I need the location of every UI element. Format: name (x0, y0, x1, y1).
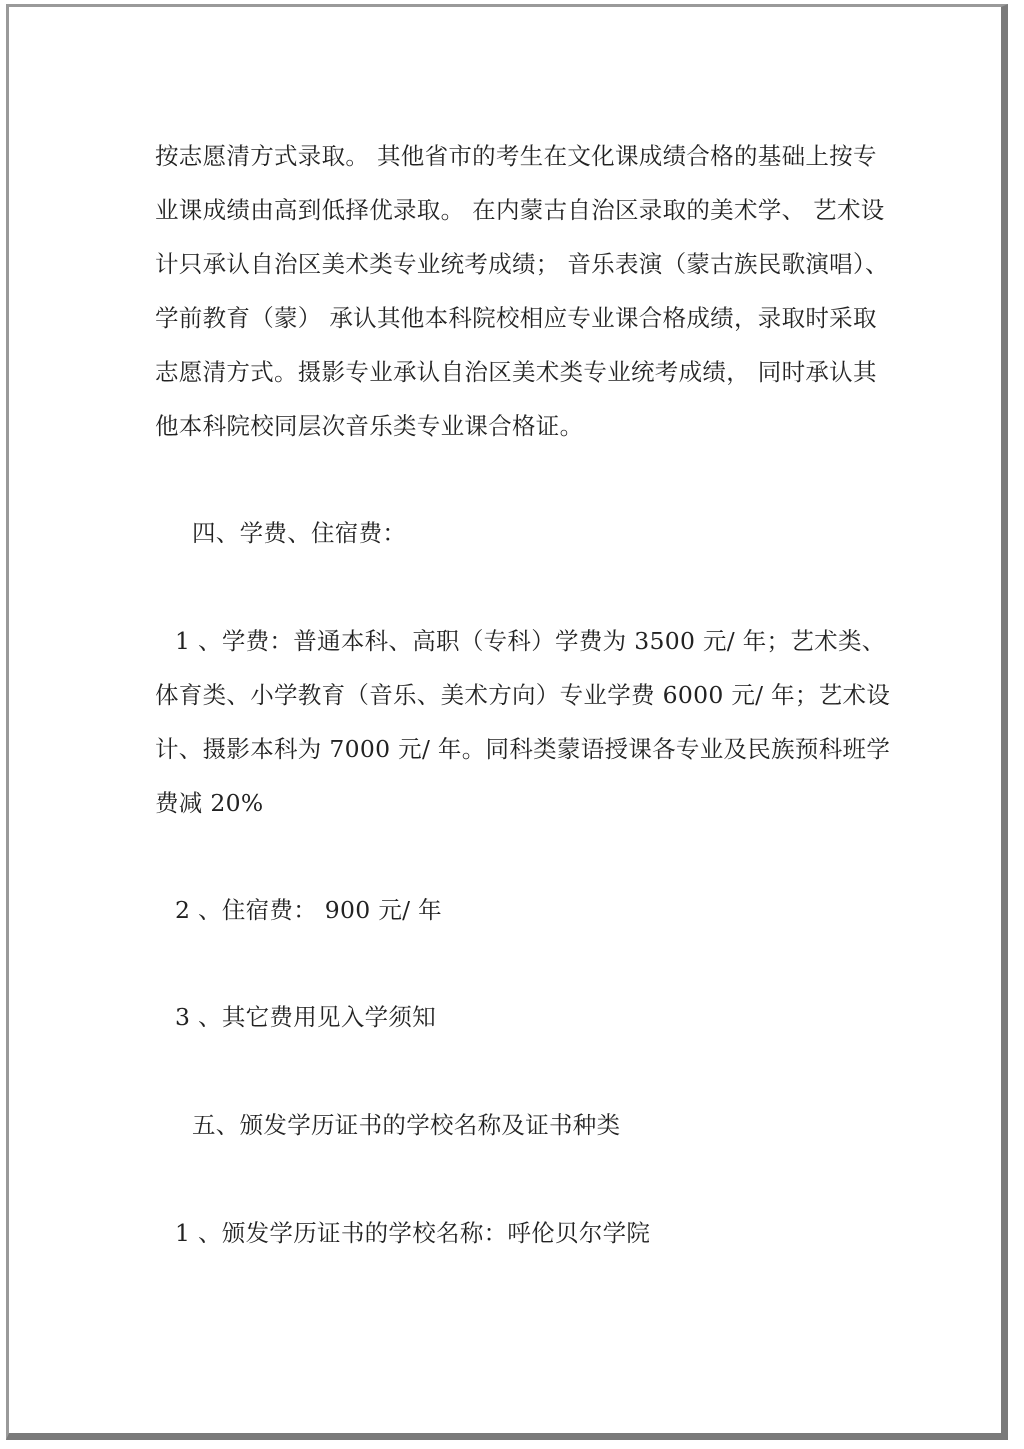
lodging-fee-line: 2 、住宿费： 900 元/ 年 (175, 896, 442, 924)
tuition-line-3: 计、摄影本科为 7000 元/ 年。同科类蒙语授课各专业及民族预科班学 (155, 735, 891, 763)
admission-line-5: 志愿清方式。摄影专业承认自治区美术类专业统考成绩， 同时承认其 (155, 358, 877, 386)
section-5-heading: 五、颁发学历证书的学校名称及证书种类 (192, 1111, 621, 1139)
tuition-line-2: 体育类、小学教育（音乐、美术方向）专业学费 6000 元/ 年；艺术设 (155, 681, 891, 709)
document-page (6, 4, 1008, 1440)
admission-line-2: 业课成绩由高到低择优录取。 在内蒙古自治区录取的美术学、 艺术设 (155, 196, 885, 224)
other-fees-line: 3 、其它费用见入学须知 (175, 1003, 437, 1031)
admission-line-6: 他本科院校同层次音乐类专业课合格证。 (155, 412, 584, 440)
section-4-heading: 四、学费、住宿费： (192, 519, 407, 547)
tuition-line-1: 1 、学费：普通本科、高职（专科）学费为 3500 元/ 年；艺术类、 (175, 627, 886, 655)
tuition-line-4: 费减 20% (155, 789, 264, 817)
school-name-line: 1 、颁发学历证书的学校名称：呼伦贝尔学院 (175, 1219, 651, 1247)
admission-line-4: 学前教育（蒙） 承认其他本科院校相应专业课合格成绩，录取时采取 (155, 304, 877, 332)
admission-line-3: 计只承认自治区美术类专业统考成绩； 音乐表演（蒙古族民歌演唱）、 (155, 250, 889, 278)
admission-line-1: 按志愿清方式录取。 其他省市的考生在文化课成绩合格的基础上按专 (155, 142, 877, 170)
